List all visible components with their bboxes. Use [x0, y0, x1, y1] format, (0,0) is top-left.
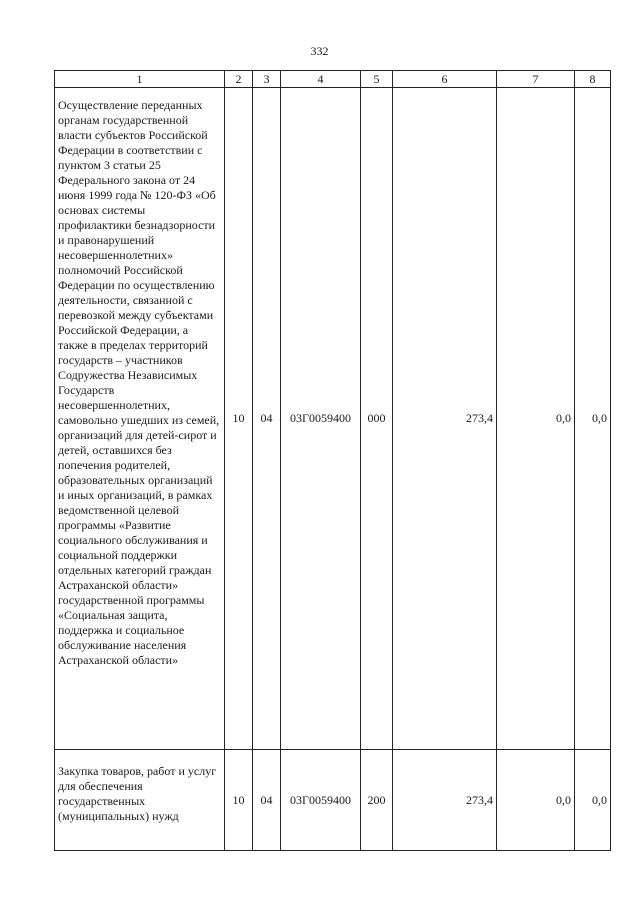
amount-cell: 0,0: [575, 750, 611, 851]
column-header: 3: [253, 71, 281, 88]
column-header: 6: [393, 71, 497, 88]
table-header-row: [55, 71, 611, 88]
amount-cell: 273,4: [393, 750, 497, 851]
target-article-code: 03Г0059400: [281, 88, 361, 750]
section-code: 10: [225, 88, 253, 750]
column-header: 5: [361, 71, 393, 88]
amount-cell: 0,0: [575, 88, 611, 750]
subsection-code: 04: [253, 88, 281, 750]
page-number: 332: [310, 44, 329, 58]
amount-cell: 273,4: [393, 88, 497, 750]
column-header: 1: [55, 71, 225, 88]
row-description: Осуществление переданных органам государственной власти субъектов Российской Федерации в соответствии с пунктом 3 статьи 25 Федерального закона от 24 июня 1999 года № 120-ФЗ «Об основах системы профилактики безнадзорности и правонарушений несовершеннолетних» полномочий Российской Федерации по осуществлению деятельности, связанной с перевозкой между субъектами Российской Федерации, а также в пределах территорий государств – участников Содружества Независимых Государств несовершеннолетних, самовольно ушедших из семей, организаций для детей-сирот и детей, оставшихся без попечения родителей, образовательных организаций и иных организаций, в рамках ведомственной целевой программы «Развитие социального обслуживания и социальной поддержки отдельных категорий граждан Астраханской области» государственной программы «Социальная защита, поддержка и социальное обслуживание населения Астраханской области»: [55, 88, 225, 750]
column-header: 8: [575, 71, 611, 88]
table-row: [55, 88, 611, 750]
subsection-code: 04: [253, 750, 281, 851]
budget-table: [54, 70, 611, 851]
column-header: 4: [281, 71, 361, 88]
amount-cell: 0,0: [497, 750, 575, 851]
amount-cell: 0,0: [497, 88, 575, 750]
target-article-code: 03Г0059400: [281, 750, 361, 851]
expense-type-code: 200: [361, 750, 393, 851]
section-code: 10: [225, 750, 253, 851]
expense-type-code: 000: [361, 88, 393, 750]
column-header: 2: [225, 71, 253, 88]
row-description: Закупка товаров, работ и услуг для обеспечения государственных (муниципальных) нужд: [55, 750, 225, 851]
column-header: 7: [497, 71, 575, 88]
table-row: [55, 750, 611, 851]
